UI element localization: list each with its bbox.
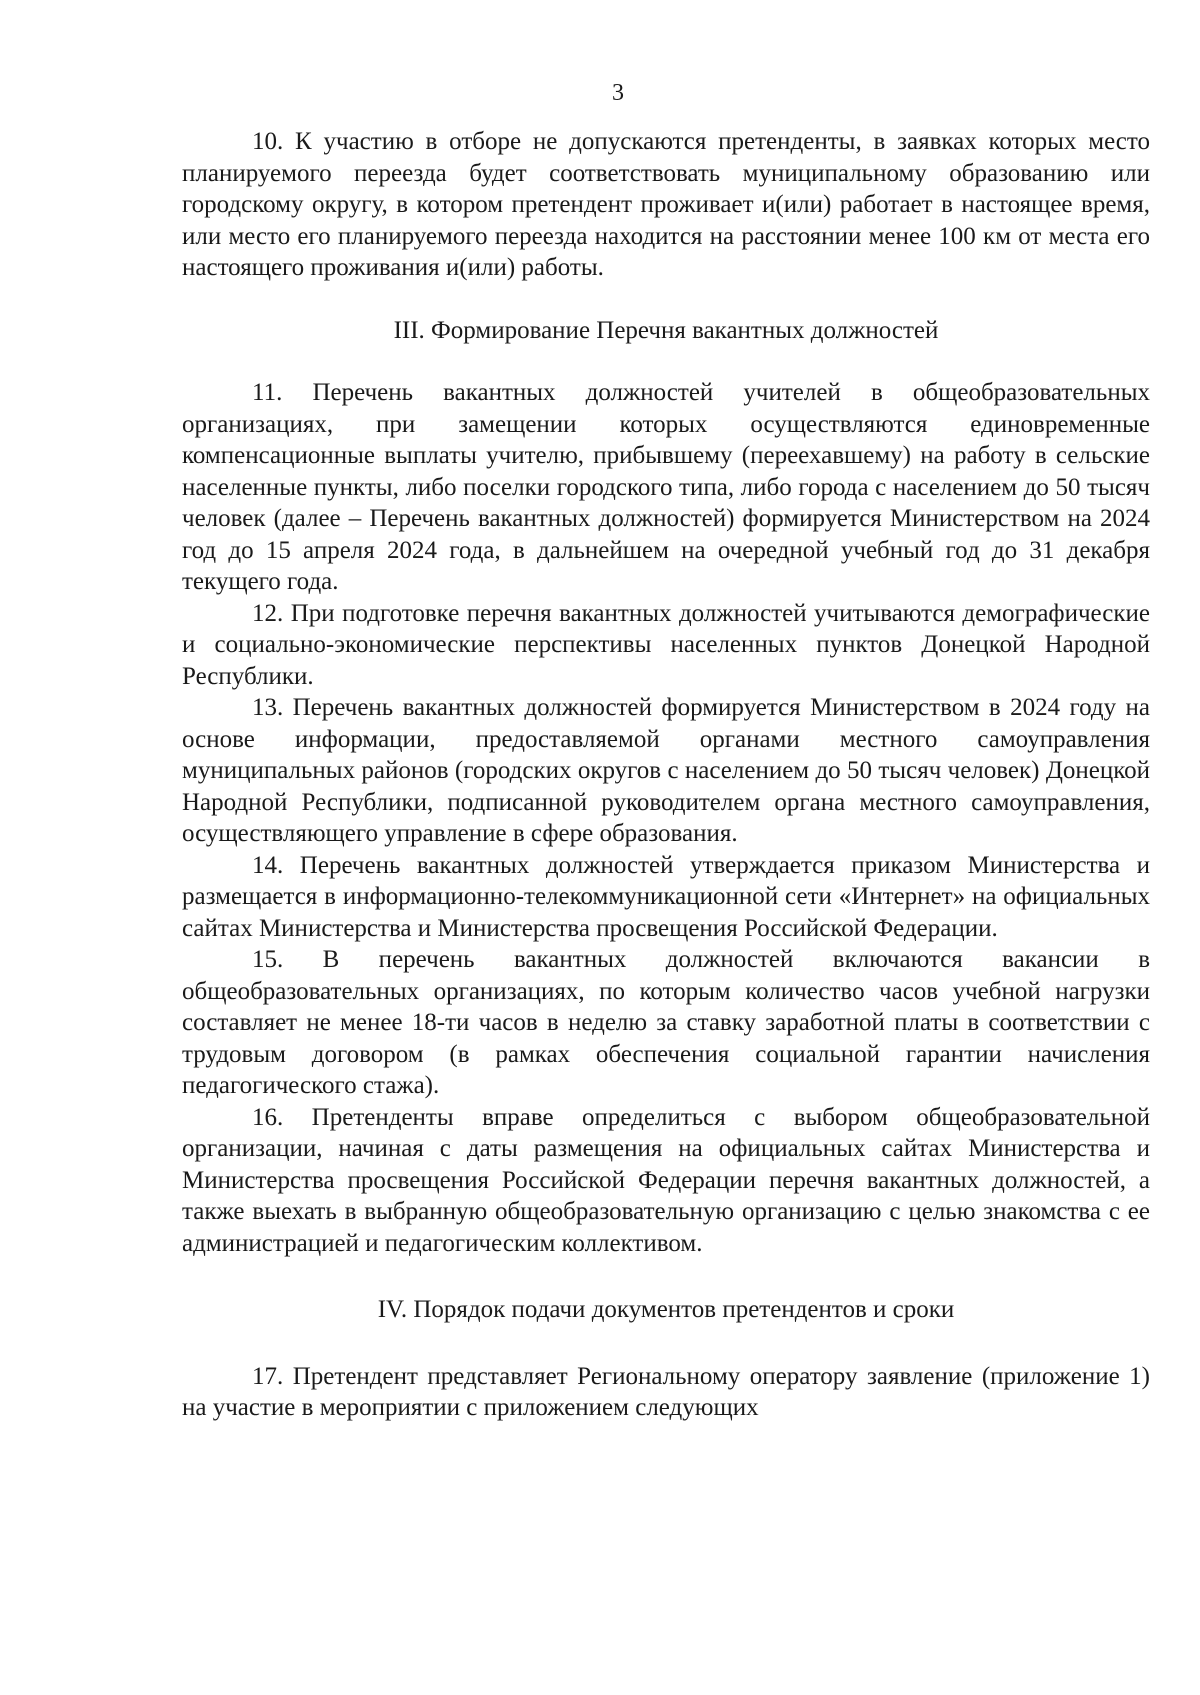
section-heading-3: III. Формирование Перечня вакантных должностей [393, 316, 939, 344]
page-number: 3 [612, 80, 624, 106]
paragraph-14: 14. Перечень вакантных должностей утверждается приказом Министерства и размещается в информационно-телекоммуникационной сети «Интернет» на официальных сайтах Министерства и Министерства просвещения Российской Федерации. [182, 851, 1150, 942]
paragraph-16: 16. Претенденты вправе определиться с выбором общеобразовательной организации, начиная с даты размещения на официальных сайтах Министерства и Министерства просвещения Российской Федерации перечня вакантных должностей, а также выехать в выбранную общеобразовательную организацию с целью знакомства с ее администрацией и педагогическим коллективом. [182, 1103, 1150, 1257]
paragraph-13: 13. Перечень вакантных должностей формируется Министерством в 2024 году на основе информации, предоставляемой органами местного самоуправления муниципальных районов (городских округов с населением до 50 тысяч человек) Донецкой Народной Республики, подписанной руководителем органа местного самоуправления, осуществляющего управление в сфере образования. [182, 694, 1150, 847]
paragraph-17: 17. Претендент представляет Региональному оператору заявление (приложение 1) на участие в мероприятии с приложением следующих [182, 1362, 1150, 1421]
document-body [182, 126, 1150, 1424]
paragraph-11: 11. Перечень вакантных должностей учителей в общеобразовательных организациях, при замещении которых осуществляются единовременные компенсационные выплаты учителю, прибывшему (переехавшему) на работу в сельские населенные пункты, либо поселки городского типа, либо города с населением до 50 тысяч человек (далее – Перечень вакантных должностей) формируется Министерством на 2024 год до 15 апреля 2024 года, в дальнейшем на очередной учебный год до 31 декабря текущего года. [182, 379, 1150, 595]
section-heading-4: IV. Порядок подачи документов претендентов и сроки [377, 1296, 955, 1323]
paragraph-12: 12. При подготовке перечня вакантных должностей учитываются демографические и социально-экономические перспективы населенных пунктов Донецкой Народной Республики. [182, 599, 1150, 690]
paragraph-15: 15. В перечень вакантных должностей включаются вакансии в общеобразовательных организациях, по которым количество часов учебной нагрузки составляет не менее 18-ти часов в неделю за ставку заработной платы в соответствии с трудовым договором (в рамках обеспечения социальной гарантии начисления педагогического стажа). [182, 946, 1150, 1099]
paragraph-10: 10. К участию в отборе не допускаются претенденты, в заявках которых место планируемого переезда будет соответствовать муниципальному образованию или городскому округу, в котором претендент проживает и(или) работает в настоящее время, или место его планируемого переезда находится на расстоянии менее 100 км от места его настоящего проживания и(или) работы. [182, 128, 1150, 281]
